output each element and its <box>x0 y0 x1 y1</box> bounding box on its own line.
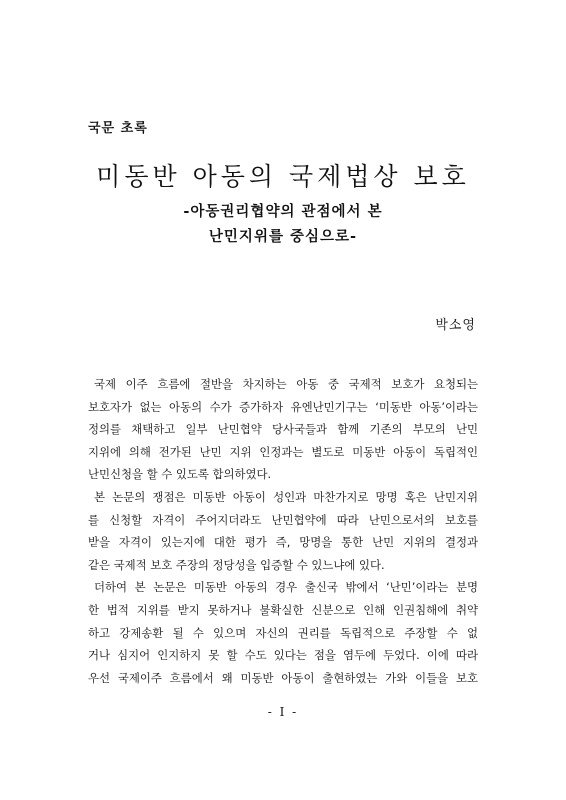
body-line: 국제 이주 흐름에 절반을 차지하는 아동 중 국제적 보호가 요청되는 <box>94 377 478 391</box>
author-name: 박소영 <box>435 318 476 333</box>
body-line: 한 법적 지위를 받지 못하거나 불확실한 신분으로 인해 인권침해에 취약 <box>88 602 478 617</box>
body-line: 우선 국제이주 흐름에서 왜 미동반 아동이 출현하였는 가와 이들을 보호 <box>88 670 478 685</box>
body-line: 같은 국제적 보호 주장의 정당성을 입증할 수 있느냐에 있다. <box>88 557 385 572</box>
thesis-subtitle-line-2: 난민지위를 중심으로- <box>208 229 358 245</box>
body-line: 난민신청을 할 수 있도록 합의하였다. <box>88 467 272 482</box>
abstract-body <box>88 373 478 689</box>
body-line: 를 신청할 자격이 주어지더라도 난민협약에 따라 난민으로서의 보호를 <box>88 512 478 527</box>
body-line: 더하여 본 논문은 미동반 아동의 경우 출신국 밖에서 ‘난민’이라는 분명 <box>94 580 478 595</box>
section-label: 국문 초록 <box>88 121 148 136</box>
thesis-title: 미동반 아동의 국제법상 보호 <box>96 162 470 191</box>
body-line: 본 논문의 쟁점은 미동반 아동이 성인과 마찬가지로 망명 혹은 난민지위 <box>94 489 478 504</box>
body-line: 받을 자격이 있는지에 대한 평가 즉, 망명을 통한 난민 지위의 결정과 <box>88 535 478 550</box>
page-number: - I - <box>267 705 299 719</box>
thesis-subtitle-line-1: -아동권리협약의 관점에서 본 <box>183 204 383 220</box>
body-line: 보호자가 없는 아동의 수가 증가하자 유엔난민기구는 ‘미동반 아동’이라는 <box>88 399 478 414</box>
body-line: 정의를 채택하고 일부 난민협약 당사국들과 함께 기존의 부모의 난민 <box>88 422 478 437</box>
body-line: 하고 강제송환 될 수 있으며 자신의 권리를 독립적으로 주장할 수 없 <box>88 625 478 640</box>
body-line: 지위에 의해 전가된 난민 지위 인정과는 별도로 미동반 아동이 독립적인 <box>88 444 478 459</box>
body-line: 거나 심지어 인지하지 못 할 수도 있다는 점을 염두에 두었다. 이에 따라 <box>88 648 478 663</box>
